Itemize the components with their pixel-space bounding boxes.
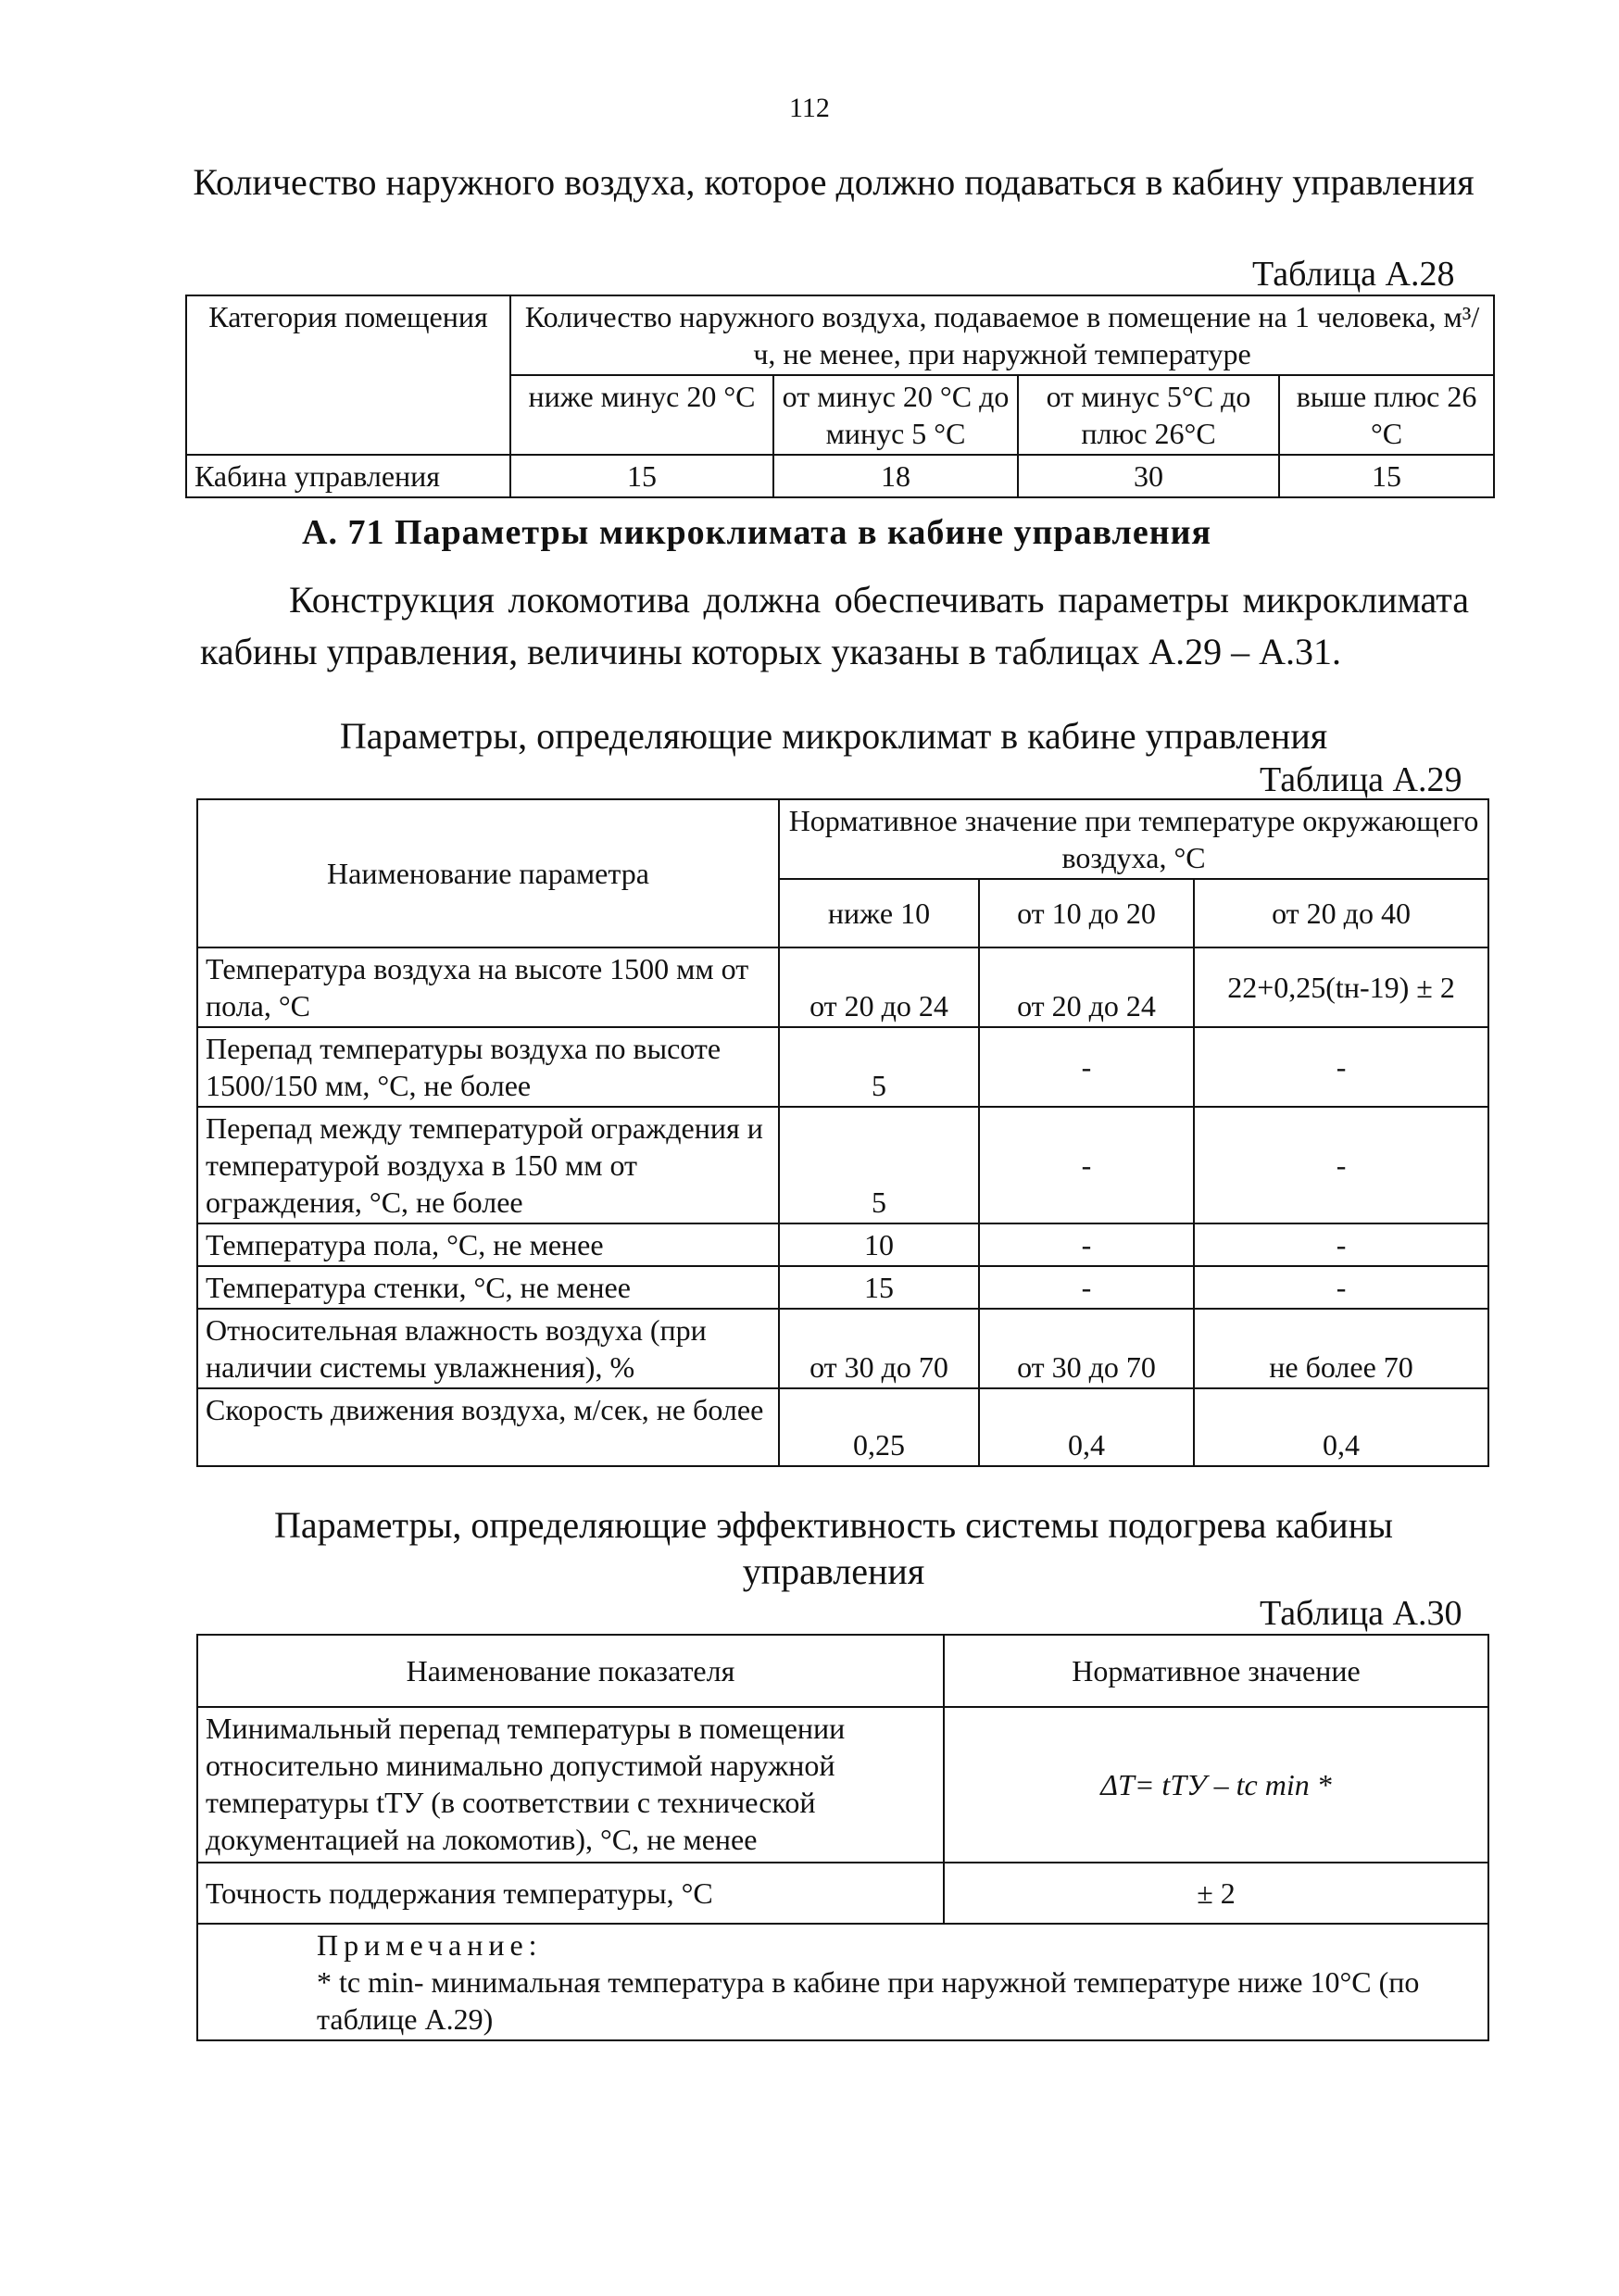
table-a28-col-1: ниже минус 20 °С — [510, 375, 773, 455]
table-a29-cell: - — [1194, 1266, 1488, 1309]
table-a29-cell: от 20 до 24 — [779, 947, 979, 1027]
note-heading: Примечание: — [317, 1928, 543, 1962]
table-a28-row-label: Кабина управления — [186, 455, 510, 497]
table-a28-label: Таблица А.28 — [1252, 255, 1455, 294]
table-a29-caption: Параметры, определяющие микроклимат в кабине управления — [339, 715, 1328, 757]
table-a29-cell: от 20 до 24 — [979, 947, 1194, 1027]
table-a28-cell: 30 — [1018, 455, 1279, 497]
table-a29-cell: от 30 до 70 — [779, 1309, 979, 1388]
table-a29-header-norm: Нормативное значение при температуре окружающего воздуха, °С — [779, 799, 1488, 879]
table-a28-cell: 18 — [773, 455, 1018, 497]
table-a29-row-name: Перепад между температурой ограждения и температурой воздуха в 150 мм от ограждения, °С, не более — [197, 1107, 779, 1223]
table-a28-caption: Количество наружного воздуха, которое должно подаваться в кабину управления — [193, 161, 1475, 203]
table-a28-cell: 15 — [510, 455, 773, 497]
table-a30-caption: Параметры, определяющие эффективность системы подогрева кабины управления — [274, 1504, 1393, 1592]
table-a30 — [196, 1634, 1489, 2041]
table-a30-row-name: Точность поддержания температуры, °С — [197, 1863, 944, 1924]
table-a29-cell: - — [979, 1027, 1194, 1107]
table-a30-header-name: Наименование показателя — [197, 1635, 944, 1707]
table-a30-header-value: Нормативное значение — [944, 1635, 1488, 1707]
table-a28-col-4: выше плюс 26 °С — [1279, 375, 1494, 455]
table-a30-row-name: Минимальный перепад температуры в помещении относительно минимально допустимой наружной температуры tТУ (в соответствии с технической документацией на локомотив), °С, не менее — [197, 1707, 944, 1863]
note-text: * tс min- минимальная температура в кабине при наружной температуре ниже 10°С (по таблице А.29) — [317, 1965, 1420, 2036]
table-a29-cell: 0,4 — [1194, 1388, 1488, 1466]
section-heading: А. 71 Параметры микроклимата в кабине управления — [302, 513, 1212, 552]
table-a29-row-name: Температура пола, °С, не менее — [197, 1223, 779, 1266]
table-a30-note — [197, 1924, 1488, 2040]
table-a28-col-2: от минус 20 °С до минус 5 °С — [773, 375, 1018, 455]
table-a28-header-amount: Количество наружного воздуха, подаваемое в помещение на 1 человека, м³/ч, не менее, при наружной температуре — [510, 295, 1494, 375]
table-a29-cell: 5 — [779, 1107, 979, 1223]
table-a29-row-name: Температура воздуха на высоте 1500 мм от пола, °С — [197, 947, 779, 1027]
table-a29-cell: - — [979, 1223, 1194, 1266]
table-a29 — [196, 798, 1489, 1467]
table-a29-header-param: Наименование параметра — [197, 799, 779, 947]
table-a29-col-1: ниже 10 — [779, 879, 979, 947]
table-a29-col-2: от 10 до 20 — [979, 879, 1194, 947]
table-a29-cell: 10 — [779, 1223, 979, 1266]
table-a29-cell: - — [979, 1266, 1194, 1309]
section-paragraph — [200, 574, 1469, 678]
table-a28-col-3: от минус 5°С до плюс 26°С — [1018, 375, 1279, 455]
table-a29-cell: - — [1194, 1223, 1488, 1266]
table-a29-row-name: Перепад температуры воздуха по высоте 1500/150 мм, °С, не более — [197, 1027, 779, 1107]
table-a30-label: Таблица А.30 — [1260, 1594, 1462, 1633]
table-a29-cell: - — [1194, 1027, 1488, 1107]
table-a28-cell: 15 — [1279, 455, 1494, 497]
table-a29-cell: 0,25 — [779, 1388, 979, 1466]
table-a29-cell: 0,4 — [979, 1388, 1194, 1466]
section-text: Конструкция локомотива должна обеспечивать параметры микроклимата кабины управления, величины которых указаны в таблицах А.29 – А.31. — [200, 579, 1469, 672]
table-a28-header-category: Категория помещения — [186, 295, 510, 455]
page-number: 112 — [789, 93, 830, 123]
table-a29-cell: - — [1194, 1107, 1488, 1223]
table-a29-label: Таблица А.29 — [1260, 760, 1462, 799]
table-a29-cell: 22+0,25(tн-19) ± 2 — [1194, 947, 1488, 1027]
table-a29-row-name: Температура стенки, °С, не менее — [197, 1266, 779, 1309]
table-a29-cell: - — [979, 1107, 1194, 1223]
table-a29-cell: от 30 до 70 — [979, 1309, 1194, 1388]
table-a28 — [185, 295, 1495, 498]
table-a29-row-name: Относительная влажность воздуха (при наличии системы увлажнения), % — [197, 1309, 779, 1388]
table-a30-cell: ± 2 — [944, 1863, 1488, 1924]
table-a29-col-3: от 20 до 40 — [1194, 879, 1488, 947]
table-a30-formula: ΔT= tТУ – tс min * — [944, 1707, 1488, 1863]
table-a29-cell: 5 — [779, 1027, 979, 1107]
table-a29-cell: не более 70 — [1194, 1309, 1488, 1388]
table-a29-row-name: Скорость движения воздуха, м/сек, не более — [197, 1388, 779, 1466]
table-a29-cell: 15 — [779, 1266, 979, 1309]
